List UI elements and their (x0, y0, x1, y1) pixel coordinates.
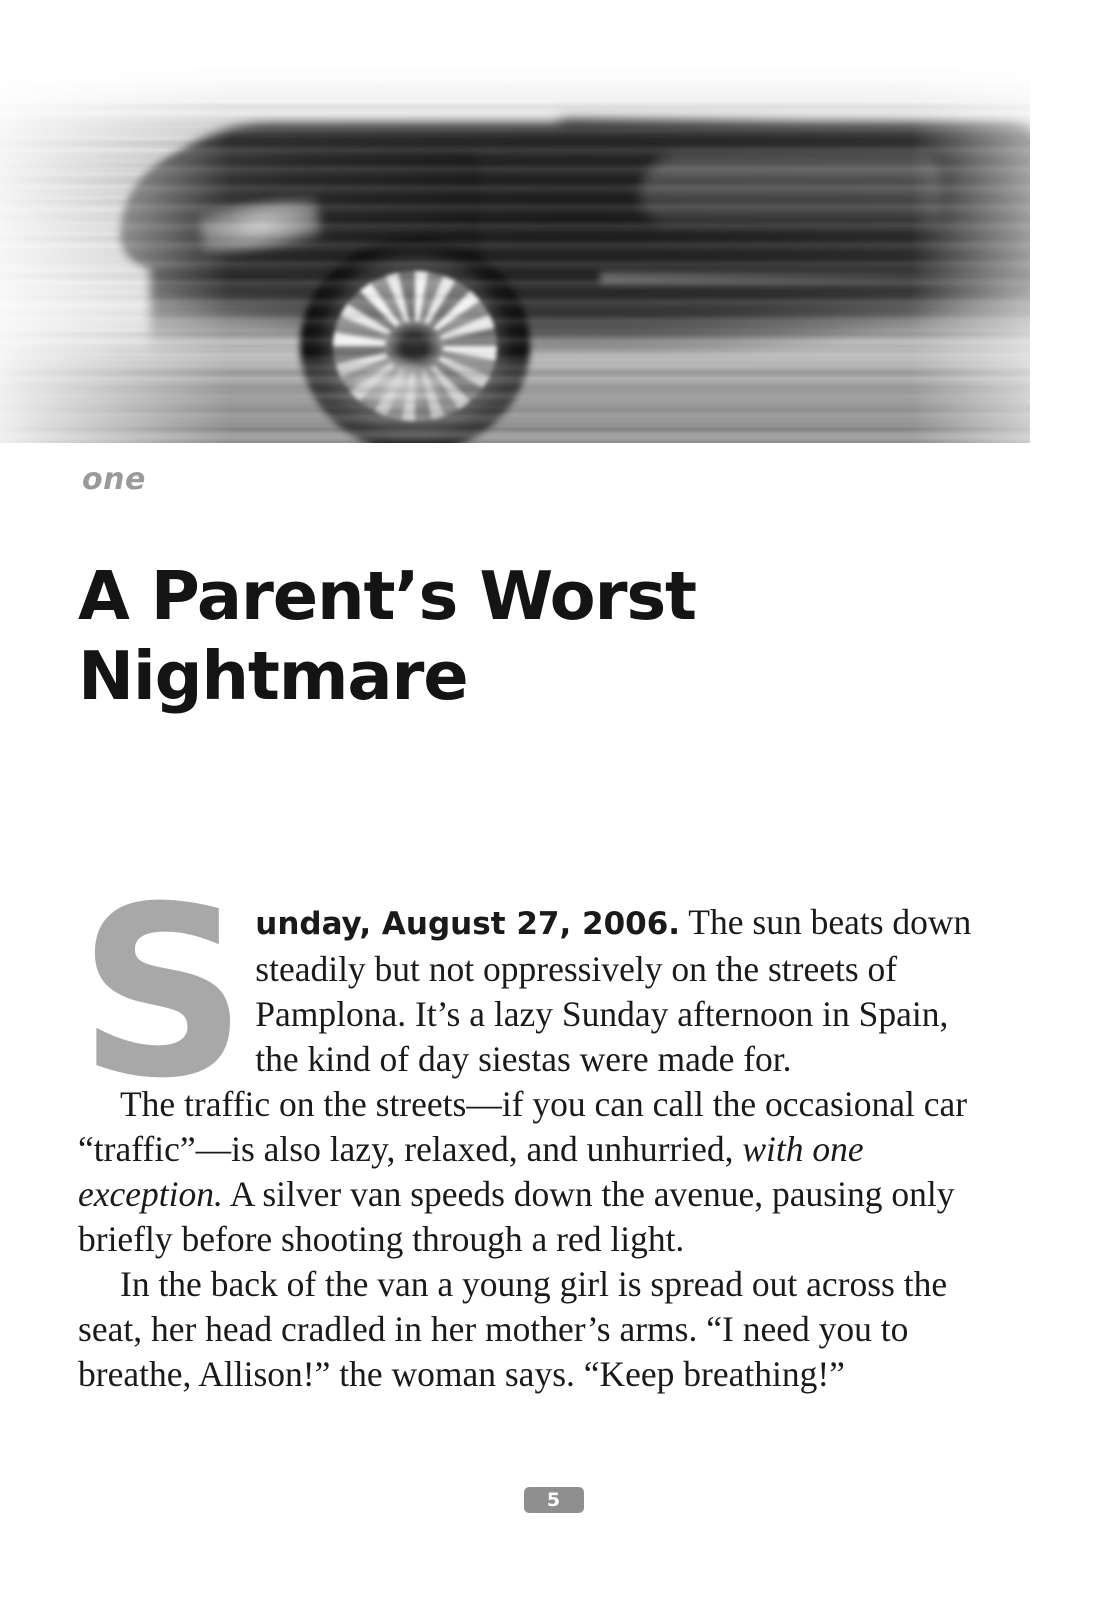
chapter-hero-image (0, 63, 1030, 443)
chapter-title: A Parent’s Worst Nightmare (78, 556, 696, 715)
paragraph-1-text: The sun beats down steadily but not oppressively on the streets of Pamplona. It’s a lazy Sunday afternoon in Spain, the kind of day siestas were made for. (255, 902, 972, 1079)
drop-cap-letter: S (78, 857, 248, 1130)
paragraph-2-text-a: The traffic on the streets—if you can call the occasional car “traffic”—is also lazy, relaxed, and unhurried, (78, 1084, 968, 1169)
hero-right-fade (910, 63, 1030, 443)
paragraph-2-italic-phrase: with one exception. (78, 1129, 864, 1214)
chapter-number-label: one (82, 462, 146, 497)
lead-date-bold: unday, August 27, 2006. (255, 906, 681, 942)
hero-top-fade (0, 63, 1030, 133)
paragraph-2-text-b: A silver van speeds down the avenue, pausing only briefly before shooting through a red light. (78, 1174, 955, 1259)
page-number-badge: 5 (524, 1487, 584, 1513)
paragraph-3: In the back of the van a young girl is spread out across the seat, her head cradled in her mother’s arms. “I need you to breathe, Allison!” the woman says. “Keep breathing!” (78, 1264, 948, 1394)
chapter-body-text (78, 857, 1000, 1397)
paragraph-2 (78, 1082, 1000, 1262)
